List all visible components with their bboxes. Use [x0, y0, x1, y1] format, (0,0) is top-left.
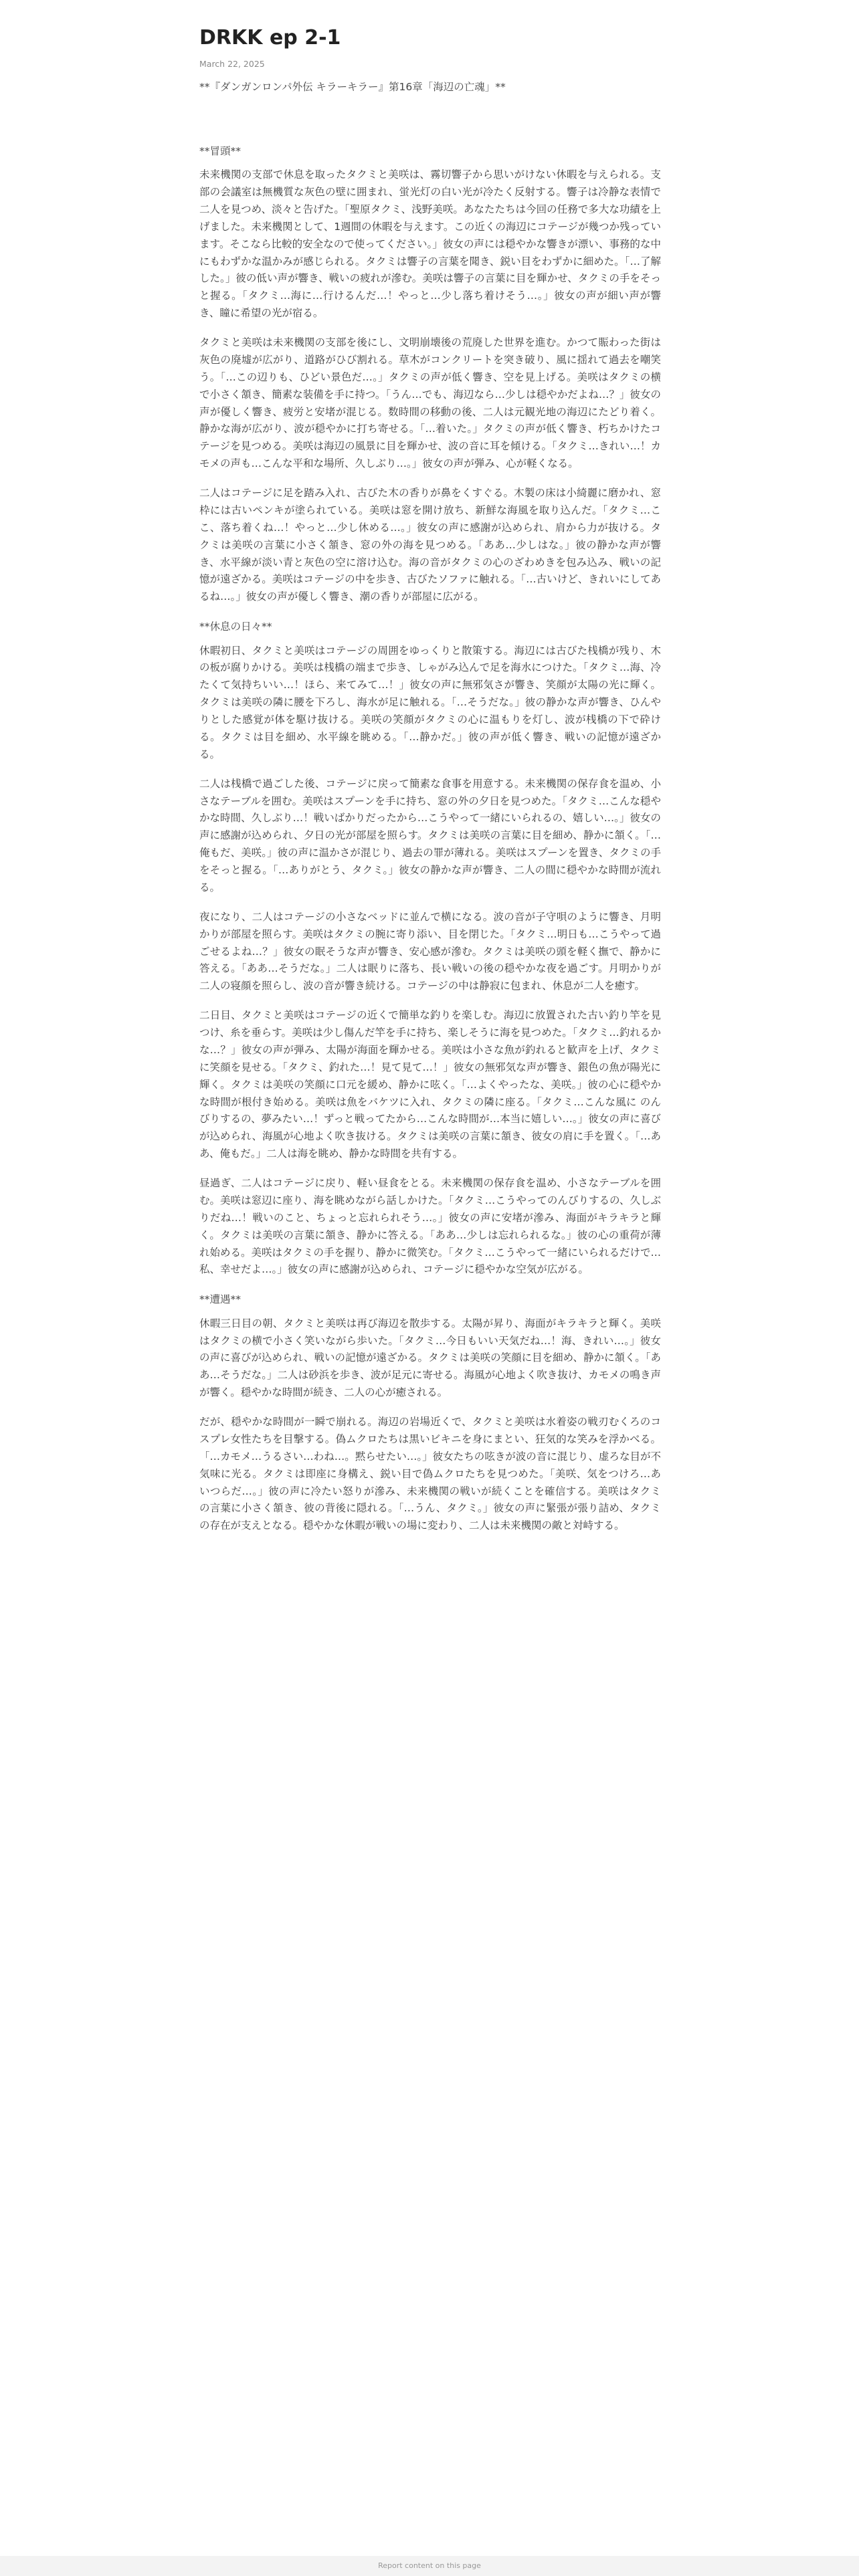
paragraph: 休暇三日目の朝、タクミと美咲は再び海辺を散歩する。太陽が昇り、海面がキラキラと輝く。美咲はタクミの横で小さく笑いながら歩いた。「タクミ…今日もいい天気だね…！海、きれい…。」彼女の声に喜びが込められ、戦いの記憶が遠ざかる。タクミは美咲の笑顔に目を細め、静かに頷く。「ああ…そうだな。」二人は砂浜を歩き、波が足元に寄せる。海風が心地よく吹き抜け、カモメの鳴き声が響く。穏やかな時間が続き、二人の心が癒される。 — [199, 1317, 661, 1399]
post-date: March 22, 2025 — [199, 58, 265, 69]
section-label-opening: **冒頭** — [199, 144, 242, 157]
paragraph: だが、穏やかな時間が一瞬で崩れる。海辺の岩場近くで、タクミと美咲は水着姿の戦刃むくろのコスプレ女性たちを目撃する。偽ムクロたちは黒いビキニを身にまとい、狂気的な笑みを浮かべる。「…カモメ…うるさい…わね…。黙らせたい…。」彼女たちの呟きが波の音に混じり、虚ろな目が不気味に光る。タクミは即座に身構え、鋭い目で偽ムクロたちを見つめた。「美咲、気をつけろ…あいつらだ…。」彼の声に冷たい怒りが滲み、未来機関の戦いが続くことを確信する。美咲はタクミの言葉に小さく頷き、彼の背後に隠れる。「…うん、タクミ。」彼女の声に緊張が張り詰め、タクミの存在が支えとなる。穏やかな休暇が戦いの場に変わり、二人は未来機関の敵と対峙する。 — [199, 1416, 661, 1532]
paragraph: 休暇初日、タクミと美咲はコテージの周囲をゆっくりと散策する。海辺には古びた桟橋が残り、木の板が腐りかける。美咲は桟橋の端まで歩き、しゃがみ込んで足を海水につけた。「タクミ…海、冷たくて気持ちいい…！ほら、来てみて…！」彼女の声に無邪気さが響き、笑顔が太陽の光に輝く。タクミは美咲の隣に腰を下ろし、海水が足に触れる。「…そうだな。」彼の静かな声が響き、ひんやりとした感覚が体を駆け抜ける。美咲の笑顔がタクミの心に温もりを灯し、波が桟橋の下で砕ける。タクミは目を細め、水平線を眺める。「…静かだ。」彼の声が低く響き、戦いの記憶が遠ざかる。 — [199, 644, 661, 760]
footer — [0, 2556, 859, 2576]
section-label-rest-days: **休息の日々** — [199, 621, 272, 633]
paragraph: 二人は桟橋で過ごした後、コテージに戻って簡素な食事を用意する。未来機関の保存食を温め、小さなテーブルを囲む。美咲はスプーンを手に持ち、窓の外の夕日を見つめた。「タクミ…こんな穏やかな時間、久しぶり…！戦いばかりだったから…こうやって一緒にいられるの、嬉しい…。」彼女の声に感謝が込められ、夕日の光が部屋を照らす。タクミは美咲の言葉に目を細め、静かに頷く。「…俺もだ、美咲。」彼の声に温かさが混じり、過去の罪が薄れる。美咲はスプーンを置き、タクミの手をそっと握る。「…ありがとう、タクミ。」彼女の静かな声が響き、二人の間に穏やかな時間が流れる。 — [199, 777, 661, 893]
paragraph: 夜になり、二人はコテージの小さなベッドに並んで横になる。波の音が子守唄のように響き、月明かりが部屋を照らす。美咲はタクミの腕に寄り添い、目を閉じた。「タクミ…明日も…こうやって過ごせるよね…？」彼女の眠そうな声が響き、安心感が滲む。タクミは美咲の頭を軽く撫で、静かに答える。「ああ…そうだな。」二人は眠りに落ち、長い戦いの後の穏やかな夜を過ごす。月明かりが二人の寝顔を照らし、波の音が響き続ける。コテージの中は静寂に包まれ、休息が二人を癒す。 — [199, 910, 661, 992]
paragraph: 二日目、タクミと美咲はコテージの近くで簡単な釣りを楽しむ。海辺に放置された古い釣り竿を見つけ、糸を垂らす。美咲は少し傷んだ竿を手に持ち、楽しそうに海を見つめた。「タクミ…釣れるかな…？」彼女の声が弾み、太陽が海面を輝かせる。美咲は小さな魚が釣れると歓声を上げ、タクミに笑顔を見せる。「タクミ、釣れた…！見て見て…！」彼女の無邪気な声が響き、銀色の魚が陽光に輝く。タクミは美咲の笑顔に口元を緩め、静かに呟く。「…よくやったな、美咲。」彼の心に穏やかな時間が根付き始める。美咲は魚をバケツに入れ、タクミの隣に座る。「タクミ…こんな風に のんびりするの、夢みたい…！ずっと戦ってたから…こんな時間が…本当に嬉しい…。」彼女の声に喜びが込められ、海風が心地よく吹き抜ける。タクミは美咲の言葉に頷き、彼女の肩に手を置く。「…ああ、俺もだ。」二人は海を眺め、静かな時間を共有する。 — [199, 1009, 661, 1160]
page-title: DRKK ep 2-1 — [199, 26, 341, 49]
paragraph: タクミと美咲は未来機関の支部を後にし、文明崩壊後の荒廃した世界を進む。かつて賑わった街は灰色の廃墟が広がり、道路がひび割れる。草木がコンクリートを突き破り、風に揺れて過去を嘲笑う。「…この辺りも、ひどい景色だ…。」タクミの声が低く響き、空を見上げる。美咲はタクミの横で小さく頷き、簡素な装備を手に持つ。「うん…でも、海辺なら…少しは穏やかだよね…？」彼女の声が優しく響き、疲労と安堵が混じる。数時間の移動の後、二人は元観光地の海辺にたどり着く。静かな海が広がり、波が穏やかに打ち寄せる。「…着いた。」タクミの声が低く響き、朽ちかけたコテージを見つめる。美咲は海辺の風景に目を輝かせ、波の音に耳を傾ける。「タクミ…きれい…！カモメの声も…こんな平和な場所、久しぶり…。」彼女の声が弾み、心が軽くなる。 — [199, 336, 661, 470]
chapter-heading: **『ダンガンロンパ外伝 キラーキラー』第16章「海辺の亡魂」** — [199, 80, 506, 93]
paragraph: 昼過ぎ、二人はコテージに戻り、軽い昼食をとる。未来機関の保存食を温め、小さなテーブルを囲む。美咲は窓辺に座り、海を眺めながら話しかけた。「タクミ…こうやってのんびりするの、久しぶりだね…！戦いのこと、ちょっと忘れられそう…。」彼女の声に安堵が滲み、海面がキラキラと輝く。タクミは美咲の言葉に頷き、静かに答える。「ああ…少しは忘れられるな。」彼の心の重荷が薄れ始める。美咲はタクミの手を握り、静かに微笑む。「タクミ…こうやって一緒にいられるだけで…私、幸せだよ…。」彼女の声に感謝が込められ、コテージに穏やかな空気が広がる。 — [199, 1177, 661, 1276]
section-label-encounter: **遭遇** — [199, 1293, 242, 1306]
paragraph: 二人はコテージに足を踏み入れ、古びた木の香りが鼻をくすぐる。木製の床は小綺麗に磨かれ、窓枠には古いペンキが塗られている。美咲は窓を開け放ち、新鮮な海風を取り込んだ。「タクミ…ここ、落ち着くね…！やっと…少し休める…。」彼女の声に感謝が込められ、肩から力が抜ける。タクミは美咲の言葉に小さく頷き、窓の外の海を見つめる。「ああ…少しはな。」彼の静かな声が響き、水平線が淡い青と灰色の空に溶け込む。海の音がタクミの心のざわめきを包み込み、戦いの記憶が遠ざかる。美咲はコテージの中を歩き、古びたソファに触れる。「…古いけど、きれいにしてあるね…。」彼女の声が優しく響き、潮の香りが部屋に広がる。 — [199, 487, 661, 603]
report-content-link[interactable]: Report content on this page — [378, 2561, 481, 2570]
paragraph: 未来機関の支部で休息を取ったタクミと美咲は、霧切響子から思いがけない休暇を与えられる。支部の会議室は無機質な灰色の壁に囲まれ、蛍光灯の白い光が冷たく反射する。響子は冷静な表情で二人を見つめ、淡々と告げた。「聖原タクミ、浅野美咲。あなたたちは今回の任務で多大な功績を上げました。未来機関として、1週間の休暇を与えます。この近くの海辺にコテージが幾つか残っています。そこなら比較的安全なので使ってください。」彼女の声には穏やかな響きが漂い、事務的な中にもわずかな温かみが感じられる。タクミは響子の言葉を聞き、鋭い目をわずかに細めた。「…了解した。」彼の低い声が響き、戦いの疲れが滲む。美咲は響子の言葉に目を輝かせ、タクミの手をそっと握る。「タクミ…海に…行けるんだ…！やっと…少し落ち着けそう…。」彼女の声が細い声が響き、瞳に希望の光が宿る。 — [199, 169, 662, 320]
article — [199, 25, 661, 1547]
